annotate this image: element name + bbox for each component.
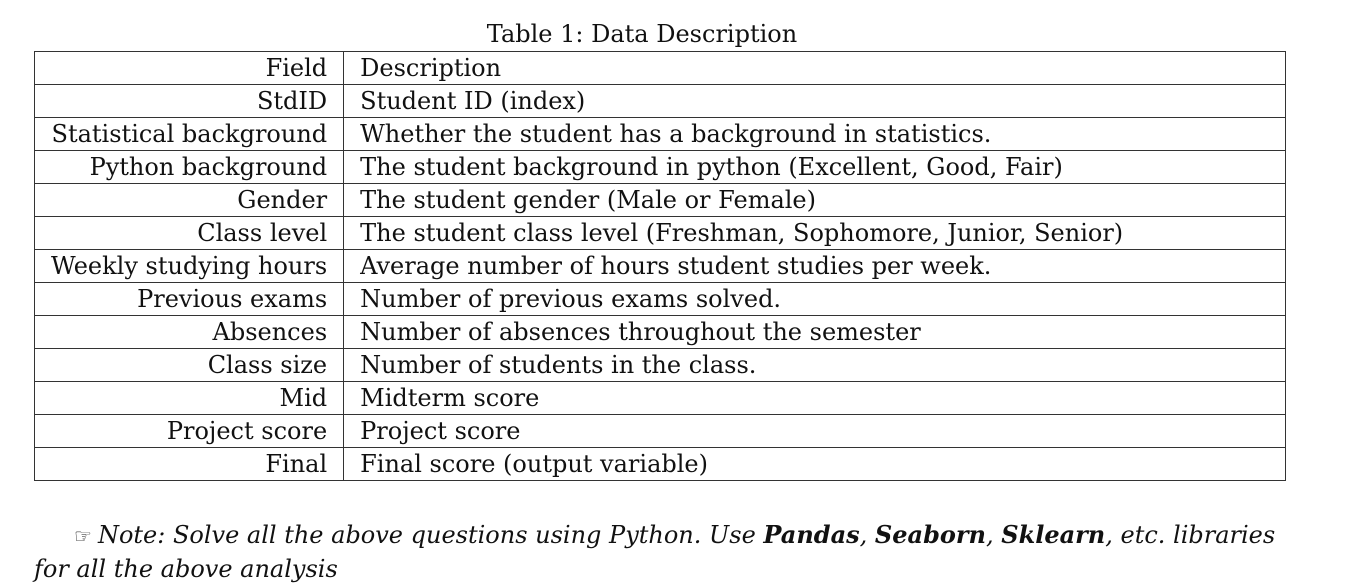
data-description-table — [34, 51, 1286, 481]
library-sklearn: Sklearn — [1001, 520, 1106, 549]
row-field: Statistical background — [35, 118, 344, 151]
row-description: Midterm score — [344, 382, 1286, 415]
table-row — [35, 382, 1286, 415]
row-description: Number of students in the class. — [344, 349, 1286, 382]
row-description: Average number of hours student studies per week. — [344, 250, 1286, 283]
header-description: Description — [344, 52, 1286, 85]
row-description: The student gender (Male or Female) — [344, 184, 1286, 217]
pointing-hand-icon: ☞ — [74, 524, 92, 548]
note-paragraph — [34, 518, 1284, 586]
table-row — [35, 184, 1286, 217]
row-description: Number of previous exams solved. — [344, 283, 1286, 316]
row-description: Final score (output variable) — [344, 448, 1286, 481]
table-row — [35, 151, 1286, 184]
note-separator: , — [985, 521, 1002, 549]
library-pandas: Pandas — [763, 520, 860, 549]
row-description: Whether the student has a background in statistics. — [344, 118, 1286, 151]
table-row — [35, 250, 1286, 283]
row-field: Final — [35, 448, 344, 481]
table-row — [35, 283, 1286, 316]
note-separator: , — [859, 521, 875, 549]
table-row — [35, 85, 1286, 118]
row-field: Python background — [35, 151, 344, 184]
row-field: Absences — [35, 316, 344, 349]
row-field: Class size — [35, 349, 344, 382]
table-row — [35, 415, 1286, 448]
row-field: Weekly studying hours — [35, 250, 344, 283]
table-row — [35, 349, 1286, 382]
row-field: Mid — [35, 382, 344, 415]
row-field: StdID — [35, 85, 344, 118]
row-field: Project score — [35, 415, 344, 448]
row-description: The student class level (Freshman, Sophomore, Junior, Senior) — [344, 217, 1286, 250]
row-field: Gender — [35, 184, 344, 217]
library-seaborn: Seaborn — [874, 520, 986, 549]
note-suffix: , etc. libraries — [1105, 521, 1276, 549]
table-row — [35, 316, 1286, 349]
row-description: Number of absences throughout the semester — [344, 316, 1286, 349]
row-field: Previous exams — [35, 283, 344, 316]
row-field: Class level — [35, 217, 344, 250]
table-row — [35, 217, 1286, 250]
row-description: The student background in python (Excellent, Good, Fair) — [344, 151, 1286, 184]
table-header-row — [35, 52, 1286, 85]
header-field: Field — [35, 52, 344, 85]
table-caption: Table 1: Data Description — [486, 20, 798, 48]
note-prefix: Note: Solve all the above questions using Python. Use — [97, 521, 764, 549]
note-line-2: for all the above analysis — [34, 555, 338, 583]
note-line-1 — [34, 518, 1284, 553]
row-description: Student ID (index) — [344, 85, 1286, 118]
row-description: Project score — [344, 415, 1286, 448]
table-row — [35, 118, 1286, 151]
table-row — [35, 448, 1286, 481]
